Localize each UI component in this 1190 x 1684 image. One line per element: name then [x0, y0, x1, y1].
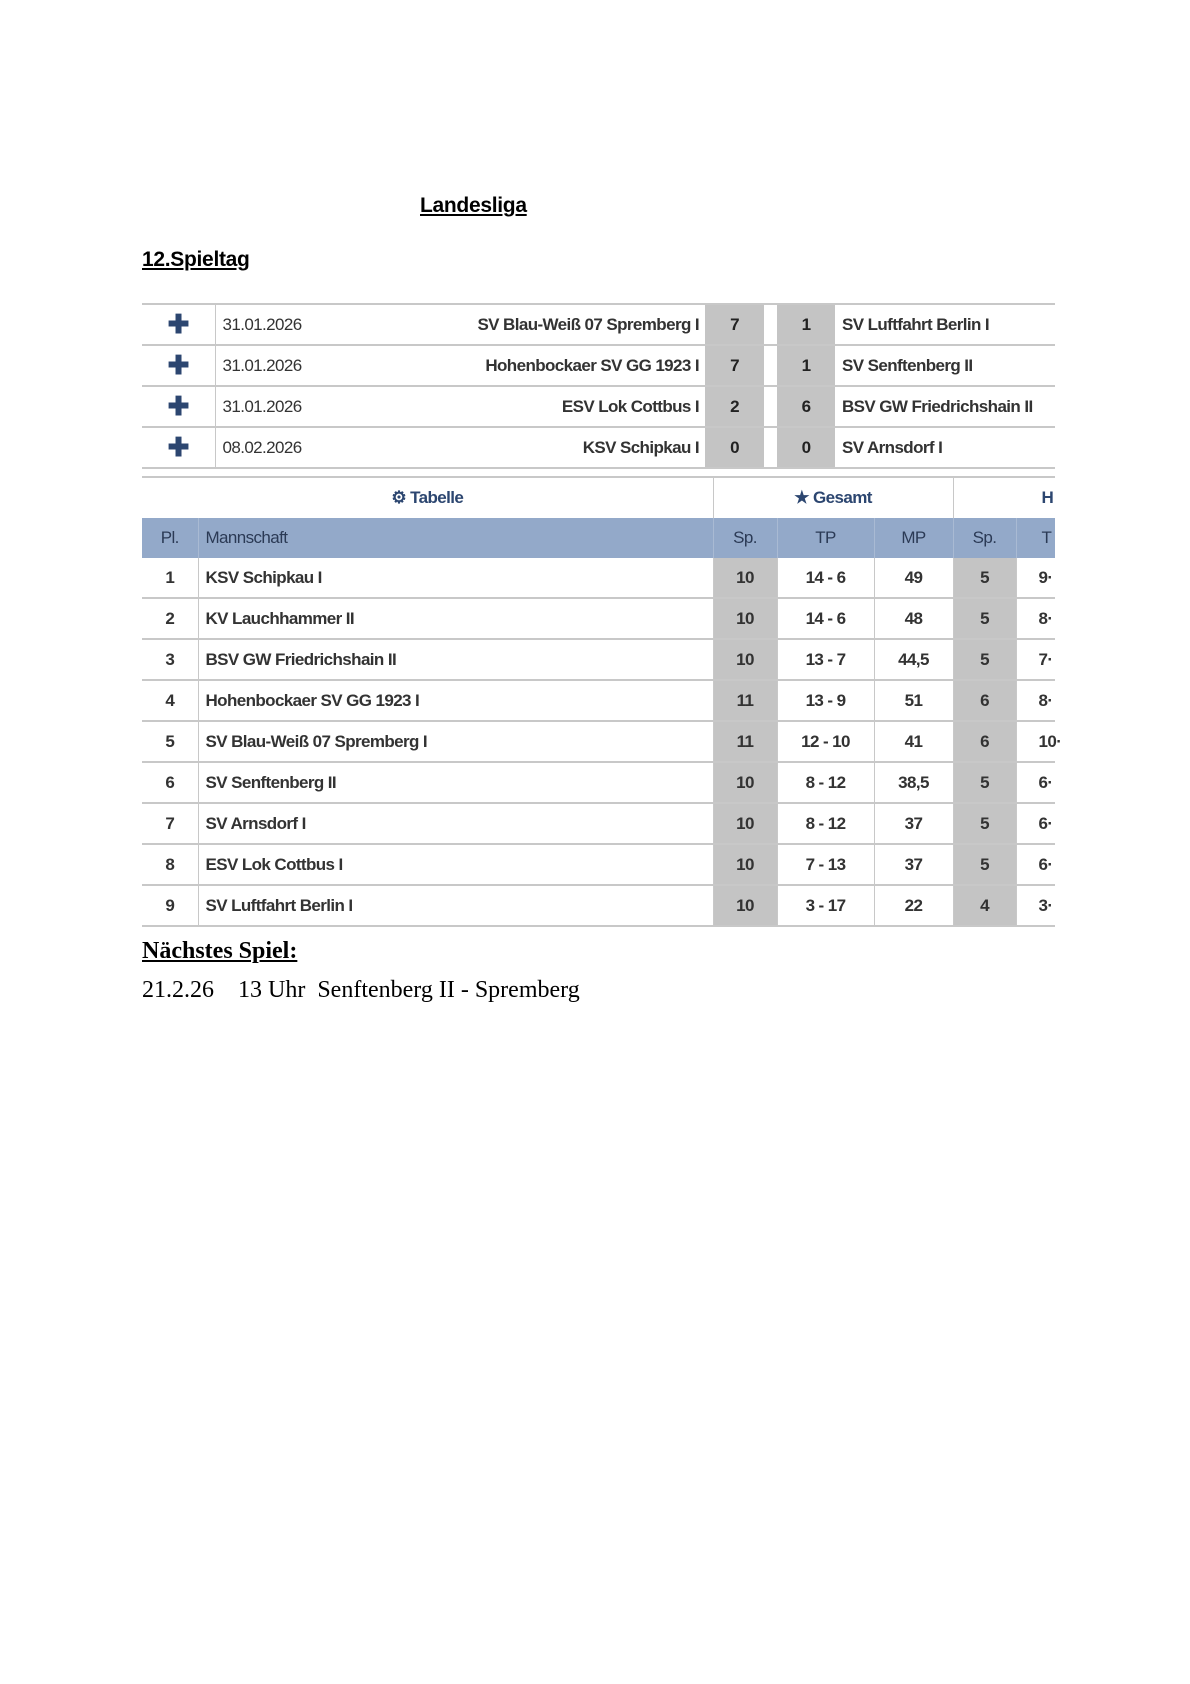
- match-date: 31.01.2026: [215, 386, 375, 427]
- away-team: SV Luftfahrt Berlin I: [835, 304, 1055, 345]
- standings-row: [142, 558, 1055, 598]
- table-points: 12 - 10: [777, 721, 874, 762]
- games-played: 10: [713, 803, 777, 844]
- matches-table: [142, 303, 1055, 469]
- games-played: 10: [713, 639, 777, 680]
- table-points: 14 - 6: [777, 558, 874, 598]
- standings-row: [142, 598, 1055, 639]
- match-points: 48: [874, 598, 953, 639]
- rank: 1: [142, 558, 198, 598]
- away-team: SV Senftenberg II: [835, 345, 1055, 386]
- rank: 3: [142, 639, 198, 680]
- home-table-points: 9·: [1016, 558, 1055, 598]
- home-table-points: 6·: [1016, 803, 1055, 844]
- games-played: 10: [713, 762, 777, 803]
- table-points: 8 - 12: [777, 762, 874, 803]
- next-game-fixture: Senftenberg II - Spremberg: [317, 977, 580, 1003]
- standings-row: [142, 885, 1055, 926]
- score-gap: [764, 386, 777, 427]
- col-home-sp: Sp.: [953, 518, 1016, 558]
- col-tp: TP: [777, 518, 874, 558]
- next-game-line: [142, 977, 580, 1004]
- match-points: 38,5: [874, 762, 953, 803]
- standings-row: [142, 803, 1055, 844]
- match-points: 22: [874, 885, 953, 926]
- match-date: 31.01.2026: [215, 304, 375, 345]
- standings-table: [142, 476, 1062, 927]
- group-table-label: Tabelle: [410, 488, 464, 507]
- team-name: BSV GW Friedrichshain II: [198, 639, 713, 680]
- score-gap: [764, 304, 777, 345]
- home-games-played: 4: [953, 885, 1016, 926]
- match-row: [142, 304, 1055, 345]
- games-played: 10: [713, 885, 777, 926]
- home-games-played: 5: [953, 844, 1016, 885]
- matchday-heading: 12.Spieltag: [142, 248, 250, 271]
- rank: 9: [142, 885, 198, 926]
- gear-icon: ⚙: [391, 488, 406, 507]
- star-icon: ★: [794, 488, 809, 507]
- games-played: 11: [713, 680, 777, 721]
- match-points: 41: [874, 721, 953, 762]
- table-points: 14 - 6: [777, 598, 874, 639]
- home-team: SV Blau-Weiß 07 Spremberg I: [375, 304, 705, 345]
- score-gap: [764, 427, 777, 468]
- match-row: [142, 427, 1055, 468]
- score-gap: [764, 345, 777, 386]
- table-points: 13 - 9: [777, 680, 874, 721]
- home-table-points: 8·: [1016, 598, 1055, 639]
- home-table-points: 8·: [1016, 680, 1055, 721]
- home-games-played: 5: [953, 558, 1016, 598]
- home-table-points: 6·: [1016, 844, 1055, 885]
- home-score: 2: [705, 386, 764, 427]
- away-score: 1: [777, 304, 835, 345]
- games-played: 10: [713, 598, 777, 639]
- standings-row: [142, 762, 1055, 803]
- col-home-tp: T: [1016, 518, 1055, 558]
- away-score: 6: [777, 386, 835, 427]
- away-score: 1: [777, 345, 835, 386]
- team-name: KSV Schipkau I: [198, 558, 713, 598]
- standings-row: [142, 639, 1055, 680]
- page-title: Landesliga: [420, 194, 527, 217]
- home-table-points: 6·: [1016, 762, 1055, 803]
- match-points: 49: [874, 558, 953, 598]
- away-score: 0: [777, 427, 835, 468]
- match-points: 51: [874, 680, 953, 721]
- rank: 6: [142, 762, 198, 803]
- match-row: [142, 345, 1055, 386]
- games-played: 10: [713, 844, 777, 885]
- home-games-played: 5: [953, 803, 1016, 844]
- col-pl: Pl.: [142, 518, 198, 558]
- team-name: Hohenbockaer SV GG 1923 I: [198, 680, 713, 721]
- home-score: 7: [705, 345, 764, 386]
- table-points: 13 - 7: [777, 639, 874, 680]
- rank: 5: [142, 721, 198, 762]
- rank: 2: [142, 598, 198, 639]
- home-games-played: 6: [953, 721, 1016, 762]
- home-team: KSV Schipkau I: [375, 427, 705, 468]
- group-header-table: [142, 477, 713, 518]
- home-score: 7: [705, 304, 764, 345]
- col-mp: MP: [874, 518, 953, 558]
- team-name: ESV Lok Cottbus I: [198, 844, 713, 885]
- expand-plus-icon[interactable]: ✚: [142, 304, 215, 345]
- expand-plus-icon[interactable]: ✚: [142, 427, 215, 468]
- home-team: ESV Lok Cottbus I: [375, 386, 705, 427]
- expand-plus-icon[interactable]: ✚: [142, 386, 215, 427]
- rank: 4: [142, 680, 198, 721]
- away-team: BSV GW Friedrichshain II: [835, 386, 1055, 427]
- home-table-points: 7·: [1016, 639, 1055, 680]
- next-game-date: 21.2.26: [142, 977, 214, 1003]
- expand-plus-icon[interactable]: ✚: [142, 345, 215, 386]
- col-team: Mannschaft: [198, 518, 713, 558]
- team-name: SV Blau-Weiß 07 Spremberg I: [198, 721, 713, 762]
- next-game-time: 13 Uhr: [238, 977, 306, 1003]
- home-team: Hohenbockaer SV GG 1923 I: [375, 345, 705, 386]
- team-name: SV Arnsdorf I: [198, 803, 713, 844]
- standings-row: [142, 721, 1055, 762]
- group-total-label: Gesamt: [813, 488, 872, 507]
- team-name: SV Luftfahrt Berlin I: [198, 885, 713, 926]
- col-sp: Sp.: [713, 518, 777, 558]
- team-name: KV Lauchhammer II: [198, 598, 713, 639]
- home-table-points: 3·: [1016, 885, 1055, 926]
- away-team: SV Arnsdorf I: [835, 427, 1055, 468]
- rank: 7: [142, 803, 198, 844]
- home-table-points: 10·: [1016, 721, 1055, 762]
- match-row: [142, 386, 1055, 427]
- standings-row: [142, 844, 1055, 885]
- table-points: 8 - 12: [777, 803, 874, 844]
- match-date: 31.01.2026: [215, 345, 375, 386]
- match-points: 37: [874, 844, 953, 885]
- home-games-played: 5: [953, 639, 1016, 680]
- table-points: 3 - 17: [777, 885, 874, 926]
- home-games-played: 5: [953, 598, 1016, 639]
- home-score: 0: [705, 427, 764, 468]
- team-name: SV Senftenberg II: [198, 762, 713, 803]
- home-games-played: 5: [953, 762, 1016, 803]
- games-played: 10: [713, 558, 777, 598]
- group-header-total: [713, 477, 953, 518]
- home-games-played: 6: [953, 680, 1016, 721]
- table-points: 7 - 13: [777, 844, 874, 885]
- games-played: 11: [713, 721, 777, 762]
- next-game-heading: Nächstes Spiel:: [142, 938, 298, 964]
- match-points: 44,5: [874, 639, 953, 680]
- rank: 8: [142, 844, 198, 885]
- group-header-home: H: [1041, 488, 1054, 507]
- match-points: 37: [874, 803, 953, 844]
- match-date: 08.02.2026: [215, 427, 375, 468]
- standings-row: [142, 680, 1055, 721]
